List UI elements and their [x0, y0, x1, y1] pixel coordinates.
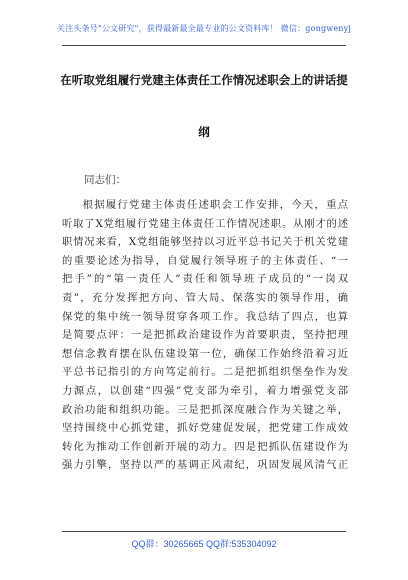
- paragraph-line: 想信念教育摆在队伍建设第一位，确保工作始终沿着习近: [62, 347, 348, 360]
- paragraph-line: 把手”的“第一责任人”责任和领导班子成员的“一岗双: [62, 273, 348, 286]
- paragraph-line: 政治功能和组织功能。三是把抓深度融合作为关键之举，: [62, 403, 348, 416]
- paragraph-line: 职情况来看，X党组能够坚持以习近平总书记关于机关党建: [62, 236, 348, 249]
- paragraph-line: 根据履行党建主体责任述职会工作安排，今天，重点: [82, 199, 348, 211]
- body-paragraph: [62, 196, 348, 475]
- document-title-line-1: 在听取党组履行党建主体责任工作情况述职会上的讲话提: [60, 73, 348, 87]
- paragraph-line: 是简要点评：一是把抓政治建设作为首要职责，坚持把理: [62, 329, 348, 342]
- header-promo-note: 关注头条号"公文研究"，获得最新最全最专业的公文资料库！ 微信：gongwenyj: [56, 24, 352, 33]
- paragraph-line: 的重要论述为指导，自觉履行领导班子的主体责任、“一: [62, 254, 348, 267]
- paragraph-line: 保党的集中统一领导贯穿各项工作。我总结了四点，也算: [62, 310, 348, 323]
- paragraph-line: 转化为推动工作创新开展的动力。四是把抓队伍建设作为: [62, 440, 348, 453]
- paragraph-line: 听取了X党组履行党建主体责任工作情况述职。从刚才的述: [62, 217, 348, 230]
- footer-qq-groups: QQ群：30265665 QQ群:535304092: [131, 539, 277, 549]
- footer-divider: [62, 531, 346, 532]
- paragraph-line: 力源点，以创建“四强”党支部为牵引，着力增强党支部: [62, 384, 348, 397]
- salutation: 同志们：: [84, 174, 126, 186]
- paragraph-line: 责”，充分发挥把方向、管大局、保落实的领导作用，确: [62, 291, 348, 304]
- paragraph-line: 平总书记指引的方向笃定前行。二是把抓组织堡垒作为发: [62, 366, 348, 379]
- header-divider: [62, 45, 346, 46]
- paragraph-line: 坚持围绕中心抓党建，抓好党建促发展，把党建工作成效: [62, 422, 348, 435]
- document-title-line-2: 纲: [198, 125, 210, 139]
- paragraph-line: 强力引擎，坚持以严的基调正风肃纪，巩固发展风清气正: [62, 459, 348, 472]
